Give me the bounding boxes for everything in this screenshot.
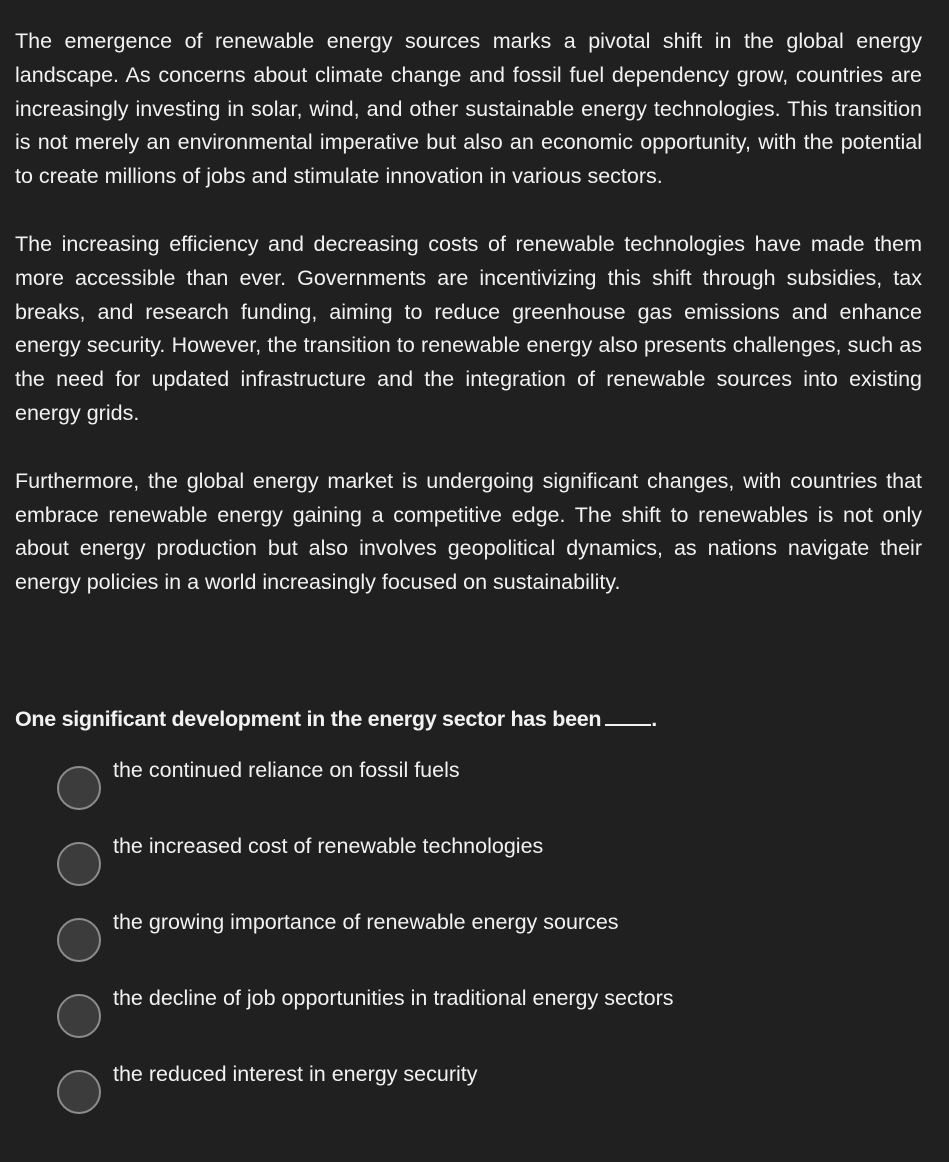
answer-option-1[interactable] bbox=[0, 752, 949, 828]
answer-option-label[interactable]: the reduced interest in energy security bbox=[113, 1062, 478, 1086]
question-prompt bbox=[15, 700, 922, 736]
answer-option-label[interactable]: the increased cost of renewable technologies bbox=[113, 834, 544, 858]
answer-option-label[interactable]: the continued reliance on fossil fuels bbox=[113, 758, 460, 782]
question-ending: . bbox=[651, 707, 657, 731]
question-text: One significant development in the energy sector has been bbox=[15, 707, 602, 731]
radio-button-icon[interactable] bbox=[57, 1070, 101, 1114]
answer-option-label[interactable]: the decline of job opportunities in traditional energy sectors bbox=[113, 986, 674, 1010]
reading-passage bbox=[15, 25, 922, 634]
answer-options bbox=[0, 752, 949, 1132]
answer-option-label[interactable]: the growing importance of renewable energy sources bbox=[113, 910, 619, 934]
answer-option-3[interactable] bbox=[0, 904, 949, 980]
answer-option-2[interactable] bbox=[0, 828, 949, 904]
radio-button-icon[interactable] bbox=[57, 994, 101, 1038]
passage-paragraph-1: The emergence of renewable energy sources marks a pivotal shift in the global energy landscape. As concerns about climate change and fossil fuel dependency grow, countries are increasingly investing in solar, wind, and other sustainable energy technologies. This transition is not merely an environmental imperative but also an economic opportunity, with the potential to create millions of jobs and stimulate innovation in various sectors. bbox=[15, 29, 922, 189]
radio-button-icon[interactable] bbox=[57, 842, 101, 886]
radio-button-icon[interactable] bbox=[57, 918, 101, 962]
radio-button-icon[interactable] bbox=[57, 766, 101, 810]
passage-paragraph-3: Furthermore, the global energy market is undergoing significant changes, with countries that embrace renewable energy gaining a competitive edge. The shift to renewables is not only about energy production but also involves geopolitical dynamics, as nations navigate their energy policies in a world increasingly focused on sustainability. bbox=[15, 468, 922, 595]
answer-option-5[interactable] bbox=[0, 1056, 949, 1132]
passage-paragraph-2: The increasing efficiency and decreasing costs of renewable technologies have made them more accessible than ever. Governments are incentivizing this shift through subsidies, tax breaks, and research funding, aiming to reduce greenhouse gas emissions and enhance energy security. However, the transition to renewable energy also presents challenges, such as the need for updated infrastructure and the integration of renewable sources into existing energy grids. bbox=[15, 231, 922, 425]
answer-blank bbox=[605, 700, 651, 726]
answer-option-4[interactable] bbox=[0, 980, 949, 1056]
